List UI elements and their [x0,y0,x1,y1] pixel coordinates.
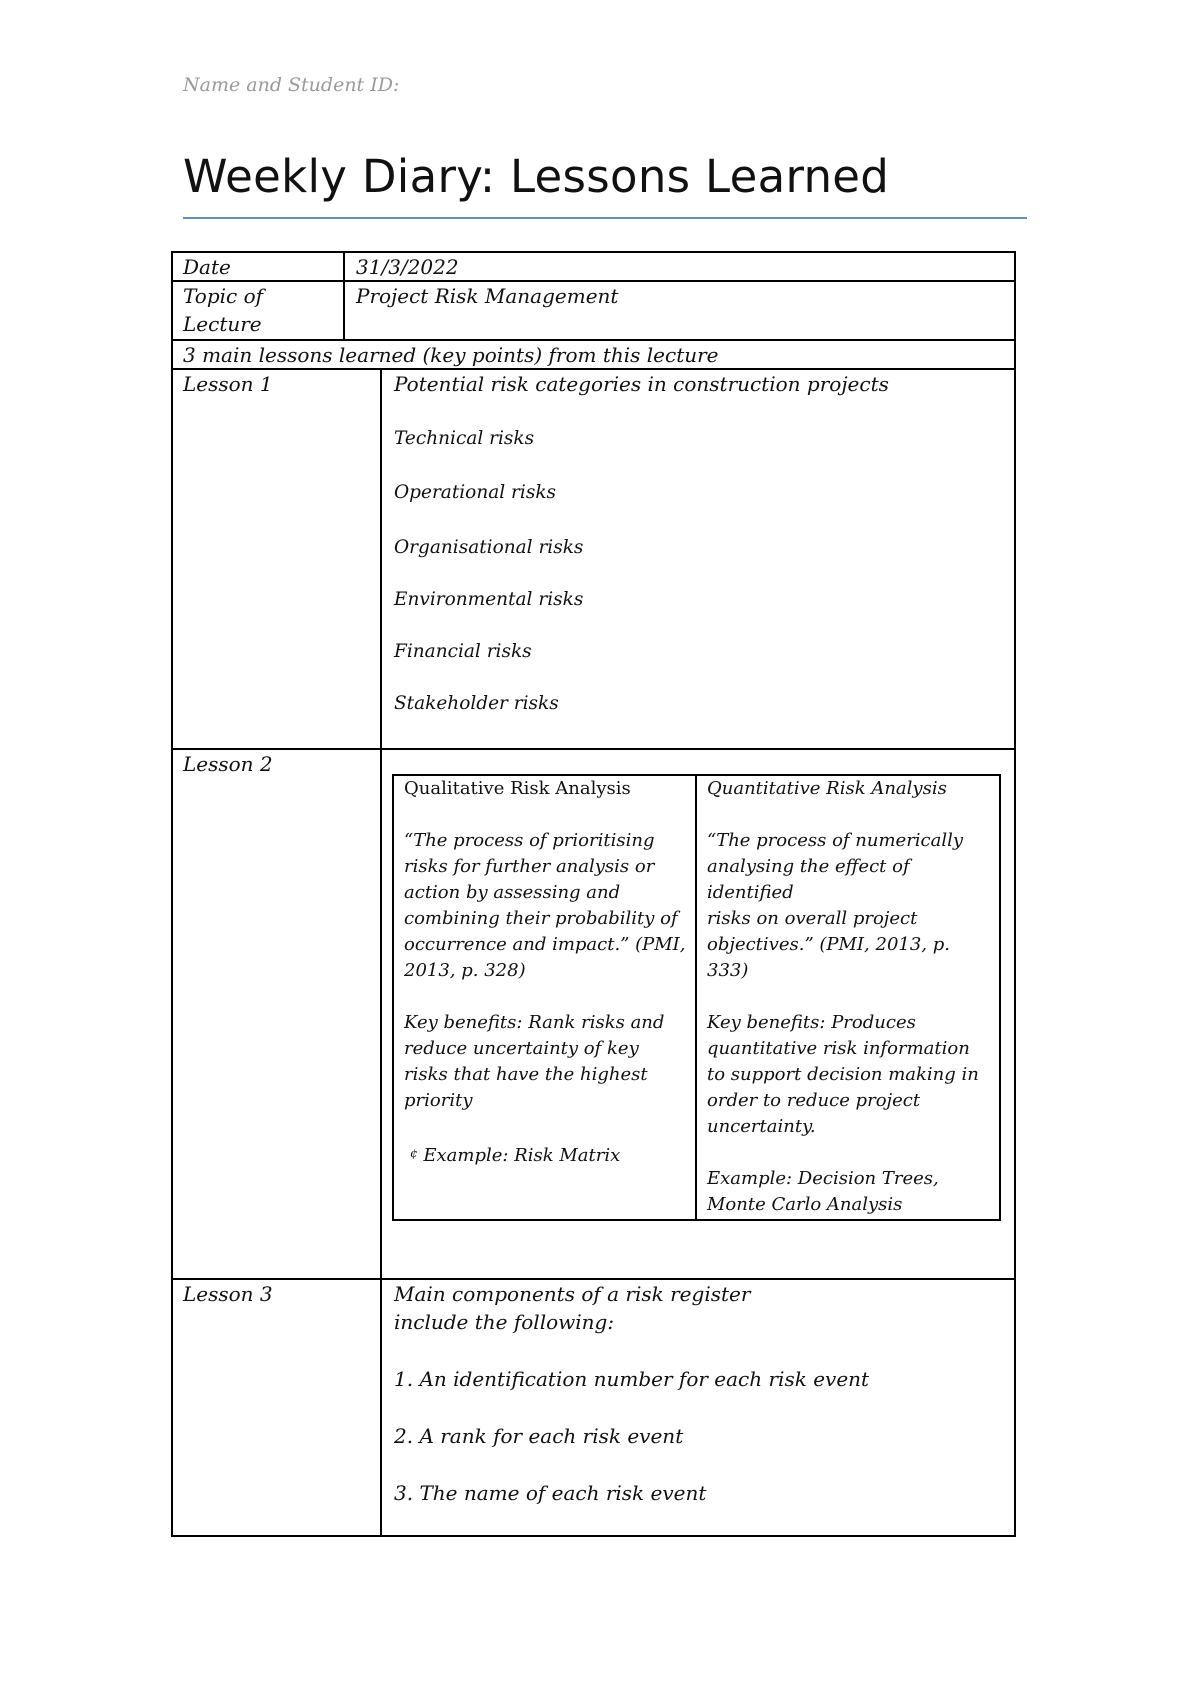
qualitative-quote-line: action by assessing and [404,882,621,903]
qualitative-example: Example: Risk Matrix [423,1145,621,1166]
lesson1-item: Financial risks [394,641,532,662]
quantitative-quote-line: objectives.” (PMI, 2013, p. [707,934,950,955]
lesson1-heading: Potential risk categories in construction projects [394,372,889,396]
quantitative-benefit-line: order to reduce project [707,1090,921,1111]
lesson1-item: Technical risks [394,428,535,449]
bullet-mark-icon: ¢ [410,1146,418,1160]
quantitative-column [707,776,997,1218]
info-table-divider [343,251,345,341]
qualitative-quote-line: risks for further analysis or [404,856,655,877]
quantitative-benefit-line: to support decision making in [707,1064,979,1085]
topic-label-line1: Topic of [183,284,264,308]
lesson3-label: Lesson 3 [183,1282,273,1306]
quantitative-example-line: Monte Carlo Analysis [707,1194,903,1215]
quantitative-quote-line: identified [707,882,794,903]
lesson3-item: 3. The name of each risk event [394,1481,707,1505]
quantitative-benefit-line: quantitative risk information [707,1038,970,1059]
qualitative-quote-line: “The process of prioritising [404,830,655,851]
qualitative-quote-line: occurrence and impact.” (PMI, [404,934,686,955]
student-id-label: Name and Student ID: [183,74,400,96]
quantitative-title: Quantitative Risk Analysis [707,778,947,799]
lesson1-item: Stakeholder risks [394,693,559,714]
lesson3-heading-line2: include the following: [394,1310,615,1334]
quantitative-quote-line: 333) [707,960,749,981]
qualitative-benefit-line: reduce uncertainty of key [404,1038,639,1059]
lessons-table-divider [380,368,382,1537]
qualitative-quote-line: 2013, p. 328) [404,960,526,981]
qualitative-quote-line: combining their probability of [404,908,678,929]
lesson3-heading-line1: Main components of a risk register [394,1282,751,1306]
lesson1-item: Operational risks [394,482,557,503]
quantitative-quote-line: risks on overall project [707,908,918,929]
page-title: Weekly Diary: Lessons Learned [183,150,890,203]
topic-label [183,282,263,338]
topic-label-line2: Lecture [183,312,262,336]
lesson-row-divider-1 [171,748,1016,750]
quantitative-benefit-line: Key benefits: Produces [707,1012,916,1033]
lesson3-item: 2. A rank for each risk event [394,1424,684,1448]
qualitative-column [404,776,694,1169]
quantitative-quote-line: “The process of numerically [707,830,964,851]
date-value: 31/3/2022 [356,255,459,279]
qualitative-title: Qualitative Risk Analysis [404,778,631,799]
lesson1-item: Environmental risks [394,589,584,610]
lesson3-heading [394,1280,750,1336]
quantitative-quote-line: analysing the effect of [707,856,910,877]
title-underline [183,217,1027,219]
lesson1-label: Lesson 1 [183,372,273,396]
quantitative-example-line: Example: Decision Trees, [707,1168,939,1189]
qualitative-benefit-line: risks that have the highest [404,1064,648,1085]
comparison-table-divider [695,774,697,1221]
lesson1-item: Organisational risks [394,537,584,558]
lessons-heading: 3 main lessons learned (key points) from this lecture [183,343,719,367]
quantitative-benefit-line: uncertainty. [707,1116,816,1137]
qualitative-benefit-line: priority [404,1090,473,1111]
topic-value: Project Risk Management [356,284,619,308]
date-label: Date [183,255,231,279]
qualitative-benefit-line: Key benefits: Rank risks and [404,1012,665,1033]
lesson2-label: Lesson 2 [183,752,273,776]
lesson3-item: 1. An identification number for each risk event [394,1367,870,1391]
